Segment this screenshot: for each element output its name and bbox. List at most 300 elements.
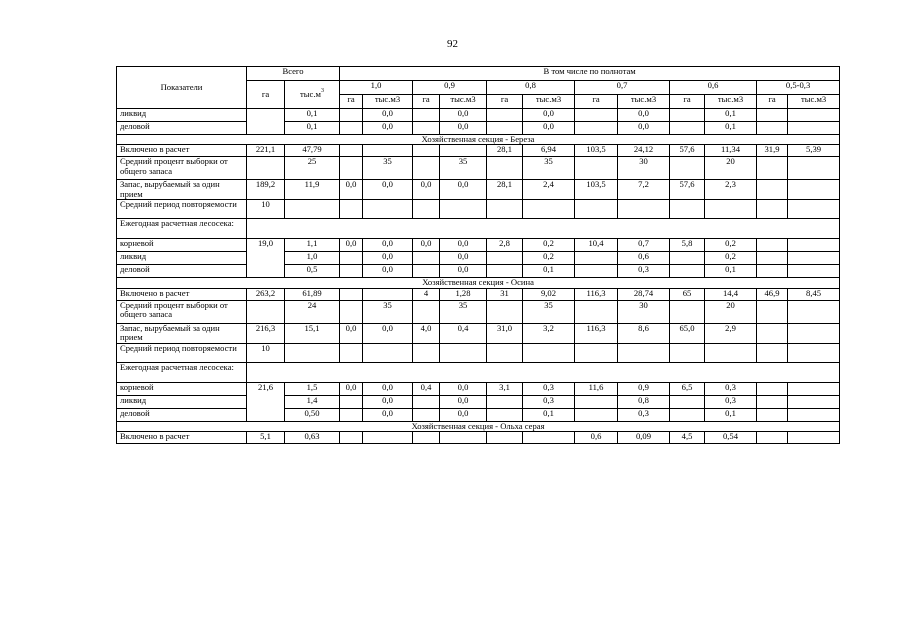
table-cell [523,432,575,444]
table-cell [363,288,413,300]
table-cell [575,300,618,323]
table-cell: 20 [705,157,757,180]
table-cell [247,109,285,135]
row-label: деловой [117,408,247,421]
table-cell: 6,5 [670,382,705,395]
table-cell: 0,3 [523,395,575,408]
table-cell: 0,2 [523,239,575,252]
table-cell [788,300,840,323]
table-cell [413,252,440,265]
table-cell [413,408,440,421]
table-cell: 24,12 [618,145,670,157]
table-cell: 57,6 [670,180,705,200]
table-cell [757,395,788,408]
table-cell: 2,4 [523,180,575,200]
table-cell: 0,1 [285,122,340,135]
row-label: Средний период повторяемости [117,343,247,362]
table-cell [440,432,487,444]
table-cell: 0,0 [363,109,413,122]
row-label: Ежегодная расчетная лесосека: [117,362,247,382]
unit-thous-m3: тыс.м3 [523,95,575,109]
table-cell [575,343,618,362]
table-cell [575,157,618,180]
table-row [117,122,840,135]
table-cell: 0,0 [440,180,487,200]
table-cell [575,200,618,219]
section-title: Хозяйственная секция - Береза [117,135,840,145]
section-title: Хозяйственная секция - Ольха серая [117,421,840,431]
row-label: ликвид [117,109,247,122]
header-total-m3: $тыс.м^3$ [285,81,340,109]
table-cell [788,395,840,408]
table-cell: 1,1 [285,239,340,252]
table-cell [757,343,788,362]
table-cell [757,157,788,180]
table-cell: 0,5 [285,265,340,278]
table-cell: 0,0 [618,109,670,122]
table-cell: 11,34 [705,145,757,157]
header-density-5: 0,6 [670,81,757,95]
table-cell: 14,4 [705,288,757,300]
table-row [117,219,840,239]
table-cell: 9,02 [523,288,575,300]
table-cell: 7,2 [618,180,670,200]
table-cell: 0,0 [440,122,487,135]
table-cell: 189,2 [247,180,285,200]
table-cell: 35 [363,157,413,180]
table-cell [440,200,487,219]
table-cell: 0,6 [575,432,618,444]
table-cell: 3,2 [523,323,575,343]
table-cell [757,408,788,421]
table-cell [757,323,788,343]
header-total: Всего [247,67,340,81]
table-cell: 0,3 [523,382,575,395]
unit-ha: га [413,95,440,109]
table-cell [788,432,840,444]
table-cell [757,239,788,252]
table-cell: 2,9 [705,323,757,343]
table-cell [487,157,523,180]
row-label: Средний процент выборки от общего запаса [117,157,247,180]
table-cell [413,109,440,122]
table-cell: 0,0 [340,382,363,395]
header-density-4: 0,7 [575,81,670,95]
table-row [117,180,840,200]
table-cell [487,300,523,323]
table-cell [788,157,840,180]
table-cell [757,122,788,135]
row-label: Включено в расчет [117,432,247,444]
unit-thous-m3: тыс.м3 [788,95,840,109]
table-row [117,300,840,323]
table-cell: 4,0 [413,323,440,343]
table-cell: 0,0 [363,323,413,343]
table-cell: 0,1 [705,408,757,421]
table-cell [340,157,363,180]
table-cell [788,180,840,200]
table-row [117,239,840,252]
table-cell [487,252,523,265]
table-cell: 65 [670,288,705,300]
row-label: Средний процент выборки от общего запаса [117,300,247,323]
table-cell: 0,3 [618,408,670,421]
table-cell [247,219,840,239]
table-cell: 10 [247,343,285,362]
table-row [117,265,840,278]
table-cell [670,122,705,135]
table-cell: 31,9 [757,145,788,157]
unit-ha: га [670,95,705,109]
table-cell: 116,3 [575,323,618,343]
table-cell [670,157,705,180]
table-cell [340,122,363,135]
table-cell [670,252,705,265]
table-cell [363,200,413,219]
table-cell: 15,1 [285,323,340,343]
table-cell [247,300,285,323]
table-cell: 28,1 [487,145,523,157]
unit-thous-m3: тыс.м3 [440,95,487,109]
table-cell: 0,4 [413,382,440,395]
table-cell [413,395,440,408]
table-cell [487,432,523,444]
table-cell [363,432,413,444]
table-cell: 0,0 [440,395,487,408]
table-cell [340,252,363,265]
table-cell [440,343,487,362]
table-cell: 11,9 [285,180,340,200]
row-label: деловой [117,265,247,278]
table-cell [413,300,440,323]
table-cell: 2,3 [705,180,757,200]
table-cell [340,145,363,157]
table-cell: 0,1 [523,265,575,278]
table-cell [340,109,363,122]
table-cell: 65,0 [670,323,705,343]
table-cell [487,109,523,122]
table-cell [757,432,788,444]
table-cell [788,252,840,265]
table-cell: 35 [523,300,575,323]
table-cell [618,343,670,362]
row-label: деловой [117,122,247,135]
table-cell [757,200,788,219]
table-cell [575,252,618,265]
header-density-2: 0,9 [413,81,487,95]
table-cell [340,200,363,219]
table-row [117,432,840,444]
table-cell [788,408,840,421]
table-cell: 1,5 [285,382,340,395]
table-cell [788,265,840,278]
table-cell: 35 [440,157,487,180]
table-cell: 0,0 [440,239,487,252]
table-cell [340,343,363,362]
table-row [117,288,840,300]
page-number: 92 [447,38,458,50]
table-cell: 1,0 [285,252,340,265]
table-cell: 0,0 [363,252,413,265]
table-cell: 0,3 [618,265,670,278]
table-cell: 10,4 [575,239,618,252]
table-cell: 11,6 [575,382,618,395]
table-cell [440,145,487,157]
table-cell: 0,63 [285,432,340,444]
row-label: Запас, вырубаемый за один прием [117,180,247,200]
table-cell: 0,0 [363,408,413,421]
table-cell [340,432,363,444]
table-cell: 0,0 [440,109,487,122]
table-cell [575,122,618,135]
table-cell [487,408,523,421]
table-cell [575,408,618,421]
table-cell: 263,2 [247,288,285,300]
table-cell: 0,2 [705,239,757,252]
header-density-3: 0,8 [487,81,575,95]
table-cell: 24 [285,300,340,323]
table-row [117,109,840,122]
table-cell [670,300,705,323]
table-cell: 5,8 [670,239,705,252]
unit-ha: га [340,95,363,109]
table-cell: 28,74 [618,288,670,300]
table-cell [757,265,788,278]
table-row [117,382,840,395]
table-cell [413,343,440,362]
table-cell: 0,0 [523,122,575,135]
table-cell [670,265,705,278]
table-cell: 57,6 [670,145,705,157]
table-cell: 10 [247,200,285,219]
table-cell: 25 [285,157,340,180]
table-cell [413,200,440,219]
table-row [117,395,840,408]
table-cell [285,200,340,219]
forest-table [116,66,840,444]
header-total-ha: га [247,81,285,109]
table-row [117,323,840,343]
table-cell [575,265,618,278]
table-cell: 0,6 [618,252,670,265]
table-cell [363,145,413,157]
table-cell: 0,0 [363,395,413,408]
table-cell: 0,0 [363,382,413,395]
table-cell [705,343,757,362]
section-title-row [117,278,840,288]
table-cell [757,109,788,122]
table-cell: 8,6 [618,323,670,343]
table-cell: 0,4 [440,323,487,343]
table-cell: 6,94 [523,145,575,157]
table-cell [788,200,840,219]
table-cell: 8,45 [788,288,840,300]
table-cell: 0,0 [340,323,363,343]
unit-thous-m3: тыс.м3 [618,95,670,109]
table-cell: 5,1 [247,432,285,444]
table-cell: 61,89 [285,288,340,300]
table-cell: 30 [618,300,670,323]
table-cell: 0,0 [363,239,413,252]
table-cell: 0,0 [363,265,413,278]
table-cell [788,343,840,362]
row-label: Запас, вырубаемый за один прием [117,323,247,343]
table-cell: 0,1 [705,109,757,122]
table-cell: 0,0 [340,239,363,252]
table-cell: 35 [363,300,413,323]
table-cell [487,122,523,135]
unit-ha: га [757,95,788,109]
table-cell [757,382,788,395]
table-cell [575,109,618,122]
section-title-row [117,421,840,431]
table-cell: 0,1 [705,122,757,135]
table-cell: 0,8 [618,395,670,408]
table-cell [670,395,705,408]
table-cell [340,408,363,421]
table-cell [247,362,840,382]
table-row [117,200,840,219]
table-cell: 28,1 [487,180,523,200]
table-cell [413,265,440,278]
unit-ha: га [575,95,618,109]
table-cell: 35 [523,157,575,180]
table-cell: 0,2 [705,252,757,265]
annual-ha: 19,0 [247,239,285,278]
table-cell [670,109,705,122]
table-row [117,145,840,157]
table-cell: 0,7 [618,239,670,252]
table-cell [705,200,757,219]
table-cell: 0,50 [285,408,340,421]
row-label: Включено в расчет [117,145,247,157]
header-density-6: 0,5-0,3 [757,81,840,95]
table-cell: 0,0 [440,382,487,395]
table-cell: 5,39 [788,145,840,157]
table-cell [523,343,575,362]
table-cell: 0,3 [705,395,757,408]
table-cell: 46,9 [757,288,788,300]
table-cell [340,395,363,408]
table-cell: 1,4 [285,395,340,408]
table-cell [757,180,788,200]
table-cell: 0,54 [705,432,757,444]
header-indicators: Показатели [117,67,247,109]
table-cell [788,239,840,252]
table-cell: 0,1 [285,109,340,122]
table-cell [413,145,440,157]
table-cell: 0,0 [340,180,363,200]
table-cell: 35 [440,300,487,323]
table-cell [487,200,523,219]
section-title-row [117,135,840,145]
table-row [117,408,840,421]
table-cell [340,300,363,323]
table-cell [757,300,788,323]
table-cell: 0,3 [705,382,757,395]
table-cell [618,200,670,219]
table-cell: 31 [487,288,523,300]
table-cell: 0,1 [523,408,575,421]
table-cell: 47,79 [285,145,340,157]
table-cell: 116,3 [575,288,618,300]
table-cell: 0,0 [363,180,413,200]
table-row [117,362,840,382]
table-cell: 216,3 [247,323,285,343]
row-label: ликвид [117,395,247,408]
table-cell [670,343,705,362]
row-label: Ежегодная расчетная лесосека: [117,219,247,239]
header-density-1: 1,0 [340,81,413,95]
table-row [117,157,840,180]
table-cell [670,408,705,421]
table-cell: 0,0 [440,252,487,265]
table-cell: 2,8 [487,239,523,252]
row-label: корневой [117,239,247,252]
table-cell [523,200,575,219]
table-cell: 30 [618,157,670,180]
table-cell: 0,0 [523,109,575,122]
table-cell: 20 [705,300,757,323]
table-cell: 0,0 [363,122,413,135]
table-cell: 0,09 [618,432,670,444]
table-cell: 31,0 [487,323,523,343]
table-cell: 0,1 [705,265,757,278]
table-cell: 0,0 [440,408,487,421]
table-cell [788,382,840,395]
table-cell: 0,9 [618,382,670,395]
table-cell [788,109,840,122]
table-cell: 0,0 [440,265,487,278]
header-by-density: В том числе по полнотам [340,67,840,81]
table-cell [487,265,523,278]
section-title: Хозяйственная секция - Осина [117,278,840,288]
table-cell: 0,0 [413,180,440,200]
table-cell [487,343,523,362]
annual-ha: 21,6 [247,382,285,421]
table-cell: 1,28 [440,288,487,300]
table-cell [670,200,705,219]
table-cell [413,432,440,444]
row-label: ликвид [117,252,247,265]
table-cell [340,288,363,300]
row-label: корневой [117,382,247,395]
unit-ha: га [487,95,523,109]
table-cell [413,157,440,180]
table-cell: 221,1 [247,145,285,157]
unit-thous-m3: тыс.м3 [363,95,413,109]
table-row [117,343,840,362]
table-cell: 0,0 [413,239,440,252]
table-cell [575,395,618,408]
table-cell [247,157,285,180]
header-row-1 [117,67,840,81]
table-cell: 103,5 [575,145,618,157]
table-cell [340,265,363,278]
table-cell: 4 [413,288,440,300]
table-cell [413,122,440,135]
table-cell [285,343,340,362]
table-cell [363,343,413,362]
unit-thous-m3: тыс.м3 [705,95,757,109]
table-cell: 103,5 [575,180,618,200]
table-cell [487,395,523,408]
table-row [117,252,840,265]
row-label: Средний период повторяемости [117,200,247,219]
table-cell: 0,0 [618,122,670,135]
table-cell [757,252,788,265]
table-cell: 3,1 [487,382,523,395]
